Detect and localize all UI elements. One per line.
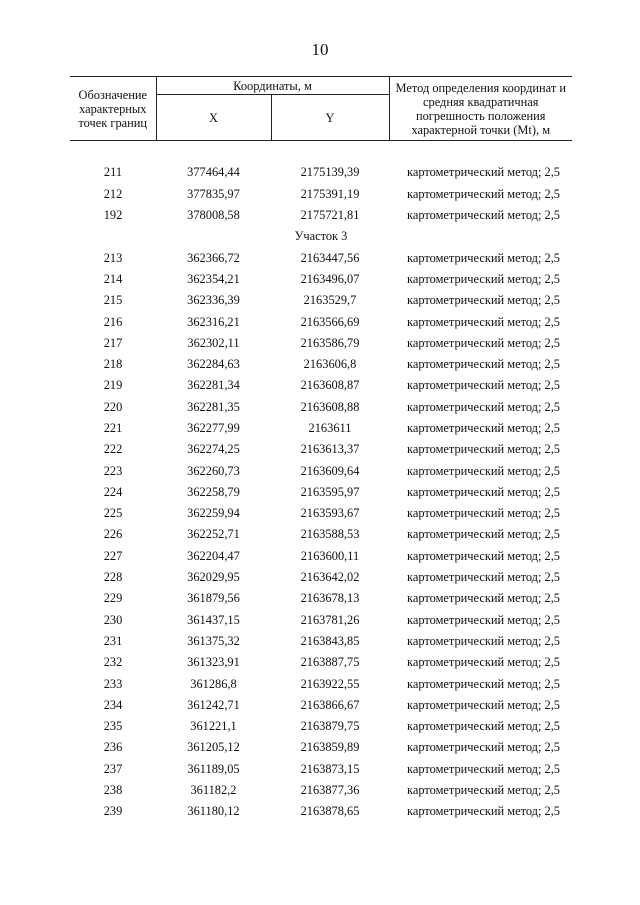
point-cell: 218 bbox=[103, 357, 123, 372]
table-row bbox=[70, 460, 572, 481]
y-cell: 2163877,36 bbox=[300, 783, 360, 798]
x-cell: 362260,73 bbox=[187, 463, 240, 478]
point-cell: 234 bbox=[103, 697, 123, 712]
header-x: X bbox=[156, 95, 271, 141]
header-point-designation: Обозначение характерных точек границ bbox=[70, 77, 156, 141]
y-cell: 2163609,64 bbox=[300, 463, 360, 478]
table-row bbox=[70, 716, 572, 737]
y-cell: 2163606,8 bbox=[303, 357, 357, 372]
y-cell: 2163593,67 bbox=[300, 506, 360, 521]
x-cell: 362336,39 bbox=[187, 293, 240, 308]
y-cell: 2163922,55 bbox=[300, 676, 360, 691]
method-cell: картометрический метод; 2,5 bbox=[407, 804, 560, 819]
point-cell: 219 bbox=[103, 378, 123, 393]
method-cell: картометрический метод; 2,5 bbox=[407, 783, 560, 798]
y-cell: 2163608,87 bbox=[300, 378, 360, 393]
spacer-row bbox=[70, 141, 572, 163]
method-cell: картометрический метод; 2,5 bbox=[407, 186, 560, 201]
method-cell: картометрический метод; 2,5 bbox=[407, 378, 560, 393]
table-row bbox=[70, 567, 572, 588]
method-cell: картометрический метод; 2,5 bbox=[407, 208, 560, 223]
y-cell: 2163781,26 bbox=[300, 612, 360, 627]
table-header bbox=[70, 77, 572, 141]
table-row bbox=[70, 375, 572, 396]
y-cell: 2163887,75 bbox=[300, 655, 360, 670]
point-cell: 235 bbox=[103, 719, 123, 734]
table-row bbox=[70, 311, 572, 332]
point-cell: 220 bbox=[103, 399, 123, 414]
table-row bbox=[70, 205, 572, 226]
method-cell: картометрический метод; 2,5 bbox=[407, 335, 560, 350]
x-cell: 361180,12 bbox=[187, 804, 240, 819]
table-row bbox=[70, 247, 572, 268]
method-cell: картометрический метод; 2,5 bbox=[407, 250, 560, 265]
table-row bbox=[70, 503, 572, 524]
table-row bbox=[70, 524, 572, 545]
table-row bbox=[70, 695, 572, 716]
section-row bbox=[70, 226, 572, 247]
point-cell: 223 bbox=[103, 463, 123, 478]
y-cell: 2163586,79 bbox=[300, 335, 360, 350]
method-cell: картометрический метод; 2,5 bbox=[407, 399, 560, 414]
method-cell: картометрический метод; 2,5 bbox=[407, 676, 560, 691]
y-cell: 2163843,85 bbox=[300, 633, 360, 648]
method-cell: картометрический метод; 2,5 bbox=[407, 421, 560, 435]
point-cell: 226 bbox=[103, 527, 123, 542]
y-cell: 2163613,37 bbox=[300, 442, 360, 457]
x-cell: 377835,97 bbox=[187, 186, 240, 201]
method-cell: картометрический метод; 2,5 bbox=[407, 612, 560, 627]
table-body bbox=[70, 141, 572, 823]
method-cell: картометрический метод; 2,5 bbox=[407, 442, 560, 457]
y-cell: 2163642,02 bbox=[300, 570, 360, 585]
x-cell: 361437,15 bbox=[187, 612, 240, 627]
table-row bbox=[70, 546, 572, 567]
method-cell: картометрический метод; 2,5 bbox=[407, 697, 560, 712]
point-cell: 225 bbox=[103, 506, 123, 521]
x-cell: 361205,12 bbox=[187, 740, 240, 755]
y-cell: 2163447,56 bbox=[300, 250, 360, 265]
header-method: Метод определения координат и средняя квадратичная погрешность положения характерной точки (Mt), м bbox=[389, 77, 572, 141]
y-cell: 2163588,53 bbox=[300, 527, 360, 542]
point-cell: 212 bbox=[103, 186, 123, 201]
point-cell: 224 bbox=[103, 484, 123, 499]
x-cell: 362302,11 bbox=[187, 335, 240, 350]
y-cell: 2175139,39 bbox=[300, 165, 360, 180]
x-cell: 362284,63 bbox=[187, 357, 240, 372]
method-cell: картометрический метод; 2,5 bbox=[407, 293, 560, 308]
point-cell: 237 bbox=[103, 761, 123, 776]
spacer-cell bbox=[70, 141, 572, 163]
header-coordinates: Координаты, м bbox=[156, 77, 389, 95]
method-cell: картометрический метод; 2,5 bbox=[407, 719, 560, 734]
point-cell: 215 bbox=[103, 293, 123, 308]
x-cell: 362204,47 bbox=[187, 548, 240, 563]
point-cell: 214 bbox=[103, 271, 123, 286]
method-cell: картометрический метод; 2,5 bbox=[407, 740, 560, 755]
point-cell: 222 bbox=[103, 442, 123, 457]
table-row bbox=[70, 184, 572, 205]
y-cell: 2163879,75 bbox=[300, 719, 360, 734]
x-cell: 377464,44 bbox=[187, 165, 240, 180]
x-cell: 361879,56 bbox=[187, 591, 240, 606]
page-number: 10 bbox=[311, 40, 329, 59]
point-cell: 213 bbox=[103, 250, 123, 265]
table-row bbox=[70, 759, 572, 780]
point-cell: 221 bbox=[103, 421, 123, 435]
table-row bbox=[70, 588, 572, 609]
table-row bbox=[70, 673, 572, 694]
y-cell: 2163595,97 bbox=[300, 484, 360, 499]
x-cell: 378008,58 bbox=[187, 208, 240, 223]
y-cell: 2163678,13 bbox=[300, 591, 360, 606]
x-cell: 362029,95 bbox=[187, 570, 240, 585]
table-row bbox=[70, 652, 572, 673]
table-row bbox=[70, 631, 572, 652]
method-cell: картометрический метод; 2,5 bbox=[407, 314, 560, 329]
point-cell: 231 bbox=[103, 633, 123, 648]
y-cell: 2163873,15 bbox=[300, 761, 360, 776]
point-cell: 239 bbox=[103, 804, 123, 819]
table-row bbox=[70, 780, 572, 801]
x-cell: 361189,05 bbox=[187, 761, 240, 776]
x-cell: 362277,99 bbox=[187, 421, 240, 435]
table-row bbox=[70, 610, 572, 631]
method-cell: картометрический метод; 2,5 bbox=[407, 761, 560, 776]
x-cell: 362259,94 bbox=[187, 506, 240, 521]
method-cell: картометрический метод; 2,5 bbox=[407, 548, 560, 563]
method-cell: картометрический метод; 2,5 bbox=[407, 165, 560, 180]
point-cell: 229 bbox=[103, 591, 123, 606]
point-cell: 230 bbox=[103, 612, 123, 627]
y-cell: 2163608,88 bbox=[300, 399, 360, 414]
method-cell: картометрический метод; 2,5 bbox=[407, 633, 560, 648]
y-cell: 2163878,65 bbox=[300, 804, 360, 819]
x-cell: 361242,71 bbox=[187, 697, 240, 712]
x-cell: 361323,91 bbox=[187, 655, 240, 670]
table-row bbox=[70, 397, 572, 418]
method-cell: картометрический метод; 2,5 bbox=[407, 570, 560, 585]
table-row bbox=[70, 269, 572, 290]
table-row bbox=[70, 801, 572, 822]
point-cell: 217 bbox=[103, 335, 123, 350]
x-cell: 362274,25 bbox=[187, 442, 240, 457]
x-cell: 361182,2 bbox=[190, 783, 237, 798]
method-cell: картометрический метод; 2,5 bbox=[407, 484, 560, 499]
x-cell: 362258,79 bbox=[187, 484, 240, 499]
table-row bbox=[70, 290, 572, 311]
x-cell: 362281,34 bbox=[187, 378, 240, 393]
point-cell: 233 bbox=[103, 676, 123, 691]
y-cell: 2163529,7 bbox=[303, 293, 357, 308]
x-cell: 362281,35 bbox=[187, 399, 240, 414]
x-cell: 362252,71 bbox=[187, 527, 240, 542]
point-cell: 216 bbox=[103, 314, 123, 329]
method-cell: картометрический метод; 2,5 bbox=[407, 271, 560, 286]
y-cell: 2163600,11 bbox=[300, 548, 360, 563]
method-cell: картометрический метод; 2,5 bbox=[407, 357, 560, 372]
table-row bbox=[70, 162, 572, 183]
method-cell: картометрический метод; 2,5 bbox=[407, 655, 560, 670]
y-cell: 2163566,69 bbox=[300, 314, 360, 329]
y-cell: 2163859,89 bbox=[300, 740, 360, 755]
y-cell: 2163496,07 bbox=[300, 271, 360, 286]
table-row bbox=[70, 482, 572, 503]
method-cell: картометрический метод; 2,5 bbox=[407, 506, 560, 521]
point-cell: 228 bbox=[103, 570, 123, 585]
table-row bbox=[70, 439, 572, 460]
y-cell: 2163866,67 bbox=[300, 697, 360, 712]
point-cell: 232 bbox=[103, 655, 123, 670]
x-cell: 362366,72 bbox=[187, 250, 240, 265]
point-cell: 236 bbox=[103, 740, 123, 755]
point-cell: 192 bbox=[103, 208, 123, 223]
point-cell: 211 bbox=[103, 165, 123, 180]
method-cell: картометрический метод; 2,5 bbox=[407, 591, 560, 606]
point-cell: 227 bbox=[103, 548, 123, 563]
point-cell: 238 bbox=[103, 783, 123, 798]
method-cell: картометрический метод; 2,5 bbox=[407, 463, 560, 478]
section-label: Участок 3 bbox=[294, 229, 348, 244]
y-cell: 2163611 bbox=[308, 421, 352, 435]
header-y: Y bbox=[271, 95, 389, 141]
method-cell: картометрический метод; 2,5 bbox=[407, 527, 560, 542]
x-cell: 362316,21 bbox=[187, 314, 240, 329]
table-row bbox=[70, 418, 572, 439]
x-cell: 361286,8 bbox=[190, 676, 237, 691]
x-cell: 361375,32 bbox=[187, 633, 240, 648]
x-cell: 361221,1 bbox=[190, 719, 237, 734]
y-cell: 2175721,81 bbox=[300, 208, 360, 223]
x-cell: 362354,21 bbox=[187, 271, 240, 286]
table-row bbox=[70, 354, 572, 375]
table-row bbox=[70, 333, 572, 354]
table-row bbox=[70, 737, 572, 758]
y-cell: 2175391,19 bbox=[300, 186, 360, 201]
coordinates-table bbox=[70, 76, 572, 823]
